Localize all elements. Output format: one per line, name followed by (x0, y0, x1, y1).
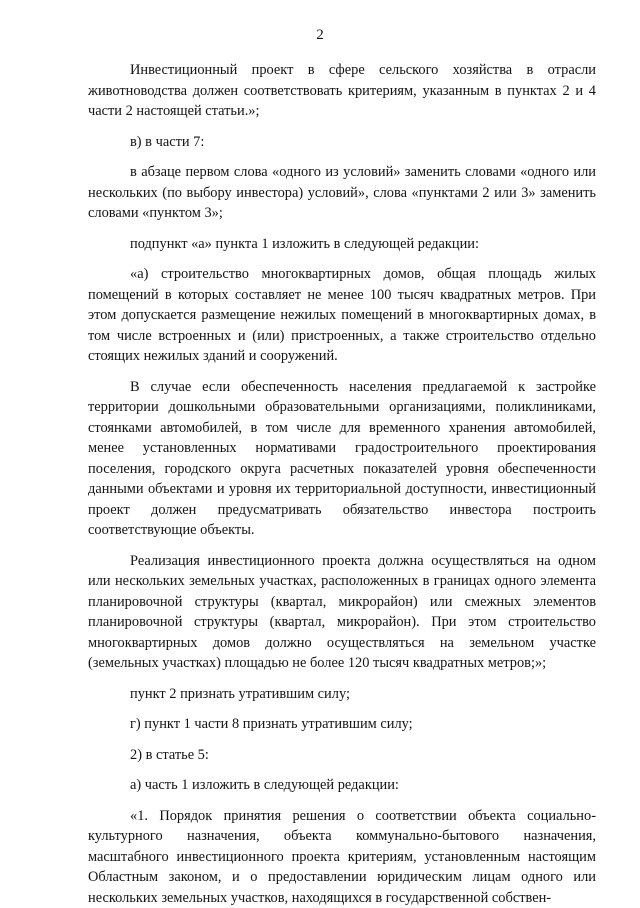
paragraph-apartment-construction: «а) строительство многоквартирных домов, общая площадь жилых помещений в которых составляет не менее 100 тысяч квадратных метров. При этом допускается размещение нежилых помещений в многоквартирных домах, в том числе встроенных и (или) пристроенных, а также строительство отдельно стоящих нежилых зданий и сооружений. (88, 264, 596, 367)
document-body (88, 60, 596, 908)
paragraph-population-provision: В случае если обеспеченность населения предлагаемой к застройке территории дошкольными образовательными организациями, поликлиниками, стоянками автомобилей, в том числе для временного хранения автомобилей, менее установленных нормативами градостроительного проектирования поселения, городского округа расчетных показателей уровня обеспеченности данными объектами и уровня их территориальной доступности, инвестиционный проект должен предусматривать обязательство инвестора построить соответствующие объекты. (88, 377, 596, 541)
page-number: 2 (0, 26, 640, 44)
paragraph-part-7-heading: в) в части 7: (88, 132, 596, 153)
paragraph-subitem-a-intro: подпункт «а» пункта 1 изложить в следующей редакции: (88, 234, 596, 255)
paragraph-project-implementation: Реализация инвестиционного проекта должна осуществляться на одном или нескольких земельных участках, расположенных в границах одного элемента планировочной структуры (квартал, микрорайон) или смежных элементов планировочной структуры (квартал, микрорайон). При этом строительство многоквартирных домов должно осуществляться на земельном участке (земельных участках) площадью не более 120 тысяч квадратных метров;»; (88, 551, 596, 674)
paragraph-part-8-repeal: г) пункт 1 части 8 признать утратившим силу; (88, 714, 596, 735)
paragraph-part-1-intro: а) часть 1 изложить в следующей редакции: (88, 775, 596, 796)
paragraph-first-subparagraph-amendment: в абзаце первом слова «одного из условий» заменить словами «одного или нескольких (по выбору инвестора) условий», слова «пунктами 2 или 3» заменить словами «пунктом 3»; (88, 162, 596, 224)
paragraph-item-2-repeal: пункт 2 признать утратившим силу; (88, 684, 596, 705)
paragraph-article-5-heading: 2) в статье 5: (88, 745, 596, 766)
paragraph-decision-procedure: «1. Порядок принятия решения о соответствии объекта социально-культурного назначения, объекта коммунально-бытового назначения, масштабного инвестиционного проекта критериям, установленным настоящим Областным законом, и о предоставлении юридическим лицам одного или нескольких земельных участков, находящихся в государственной собствен- (88, 806, 596, 908)
paragraph-livestock-criteria: Инвестиционный проект в сфере сельского хозяйства в отрасли животноводства должен соответствовать критериям, указанным в пунктах 2 и 4 части 2 настоящей статьи.»; (88, 60, 596, 122)
